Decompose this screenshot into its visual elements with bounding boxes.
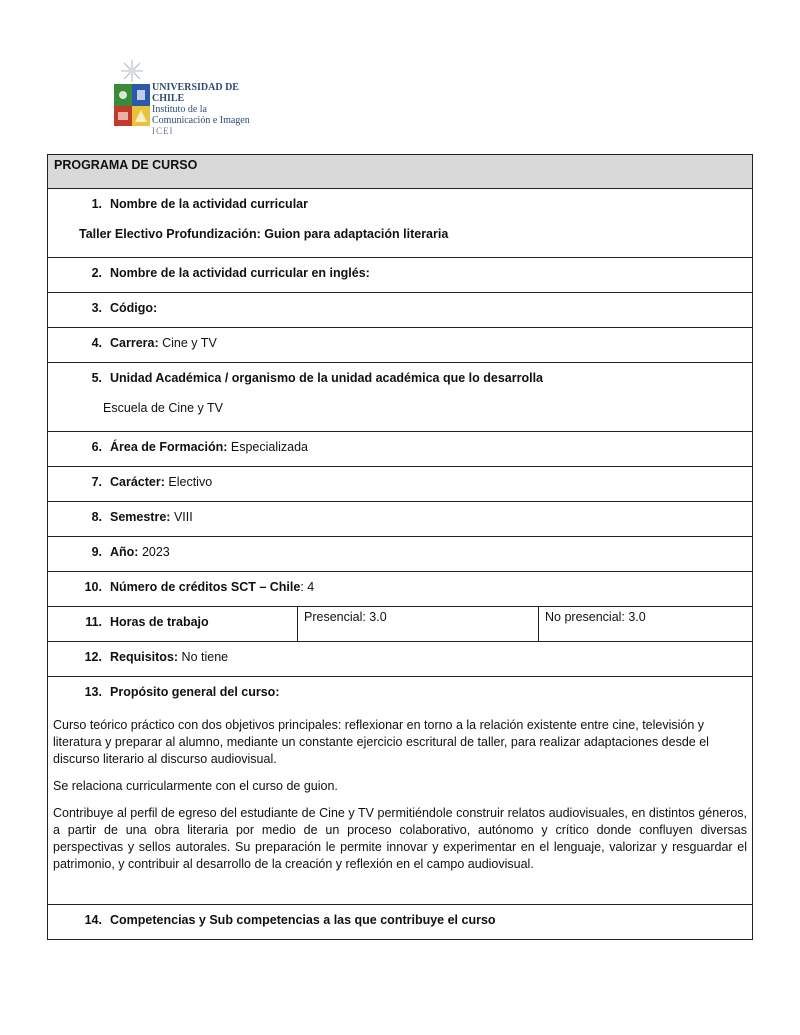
item-1-label: Nombre de la actividad curricular [110,197,308,211]
item-11-row [48,607,752,642]
item-3-label: Código: [110,301,158,315]
course-program-table [47,154,753,940]
item-number: 14. [84,913,102,927]
item-number: 10. [84,580,102,594]
item-7-value: Electivo [168,475,213,489]
item-12-label: Requisitos: [110,650,179,664]
item-1-row [48,189,752,258]
item-2-label: Nombre de la actividad curricular en inglés: [110,266,370,280]
item-14-label: Competencias y Sub competencias a las que contribuye el curso [110,913,496,927]
item-7-row [48,467,752,502]
purpose-paragraph-3: Contribuye al perfil de egreso del estudiante de Cine y TV permitiéndole construir relatos audiovisuales, en distintos géneros, a partir de una obra literaria por medio de un proceso colaborativo, autónomo y crítico donde confluyen diversas perspectivas y sellos autorales. Su preparación le permite innovar y experimentar en el lenguaje, valorizar y resguardar el patrimonio, y contribuir al desarrollo de la creación y reflexión en el campo audiovisual. [53,806,747,871]
item-1-value: Taller Electivo Profundización: Guion para adaptación literaria [79,227,449,241]
item-10-row [48,572,752,607]
logo-text [152,82,262,137]
item-2-row [48,258,752,293]
item-number: 13. [84,685,102,699]
item-5-label: Unidad Académica / organismo de la unidad académica que lo desarrolla [110,371,544,385]
item-number: 9. [91,545,102,559]
item-4-row [48,328,752,363]
item-9-row [48,537,752,572]
item-number: 5. [91,371,102,385]
item-13-row [48,677,752,905]
item-9-label: Año: [110,545,139,559]
item-number: 2. [91,266,102,280]
item-6-value: Especializada [230,440,309,454]
item-6-label: Área de Formación: [110,440,228,454]
hours-no-presencial: No presencial: 3.0 [545,610,646,624]
item-number: 1. [91,197,102,211]
item-8-row [48,502,752,537]
item-6-row [48,432,752,467]
item-10-value: : 4 [300,580,315,594]
logo-institute-line1: Instituto de la [152,104,207,115]
item-8-label: Semestre: [110,510,171,524]
logo-acronym: ICEI [152,126,174,136]
item-number: 11. [85,615,102,629]
item-3-row [48,293,752,328]
item-10-label: Número de créditos SCT – Chile [110,580,301,594]
item-12-value: No tiene [181,650,229,664]
item-number: 12. [84,650,102,664]
item-number: 8. [91,510,102,524]
item-5-value: Escuela de Cine y TV [103,401,223,415]
item-4-value: Cine y TV [162,336,217,350]
university-logo [112,58,262,136]
item-8-value: VIII [173,510,193,524]
hours-presencial: Presencial: 3.0 [298,607,539,641]
item-5-row [48,363,752,432]
item-number: 7. [91,475,102,489]
logo-institute-line2: Comunicación e Imagen [152,115,250,126]
item-13-label: Propósito general del curso: [110,685,280,699]
item-4-label: Carrera: [110,336,159,350]
item-number: 4. [91,336,102,350]
program-header: PROGRAMA DE CURSO [48,155,752,189]
item-11-label: Horas de trabajo [110,615,209,629]
item-14-row [48,905,752,939]
item-number: 3. [91,301,102,315]
purpose-paragraph-2: Se relaciona curricularmente con el curso de guion. [53,779,338,793]
purpose-paragraph-1: Curso teórico práctico con dos objetivos principales: reflexionar en torno a la relación existente entre cine, televisión y literatura y preparar al alumno, mediante un constante ejercicio escritural de taller, para realizar adaptaciones desde el discurso literario al discurso audiovisual. [53,718,709,766]
logo-university-name: UNIVERSIDAD DE CHILE [152,82,239,104]
item-7-label: Carácter: [110,475,165,489]
university-crest-icon [112,58,152,130]
item-number: 6. [91,440,102,454]
item-9-value: 2023 [141,545,170,559]
item-12-row [48,642,752,677]
